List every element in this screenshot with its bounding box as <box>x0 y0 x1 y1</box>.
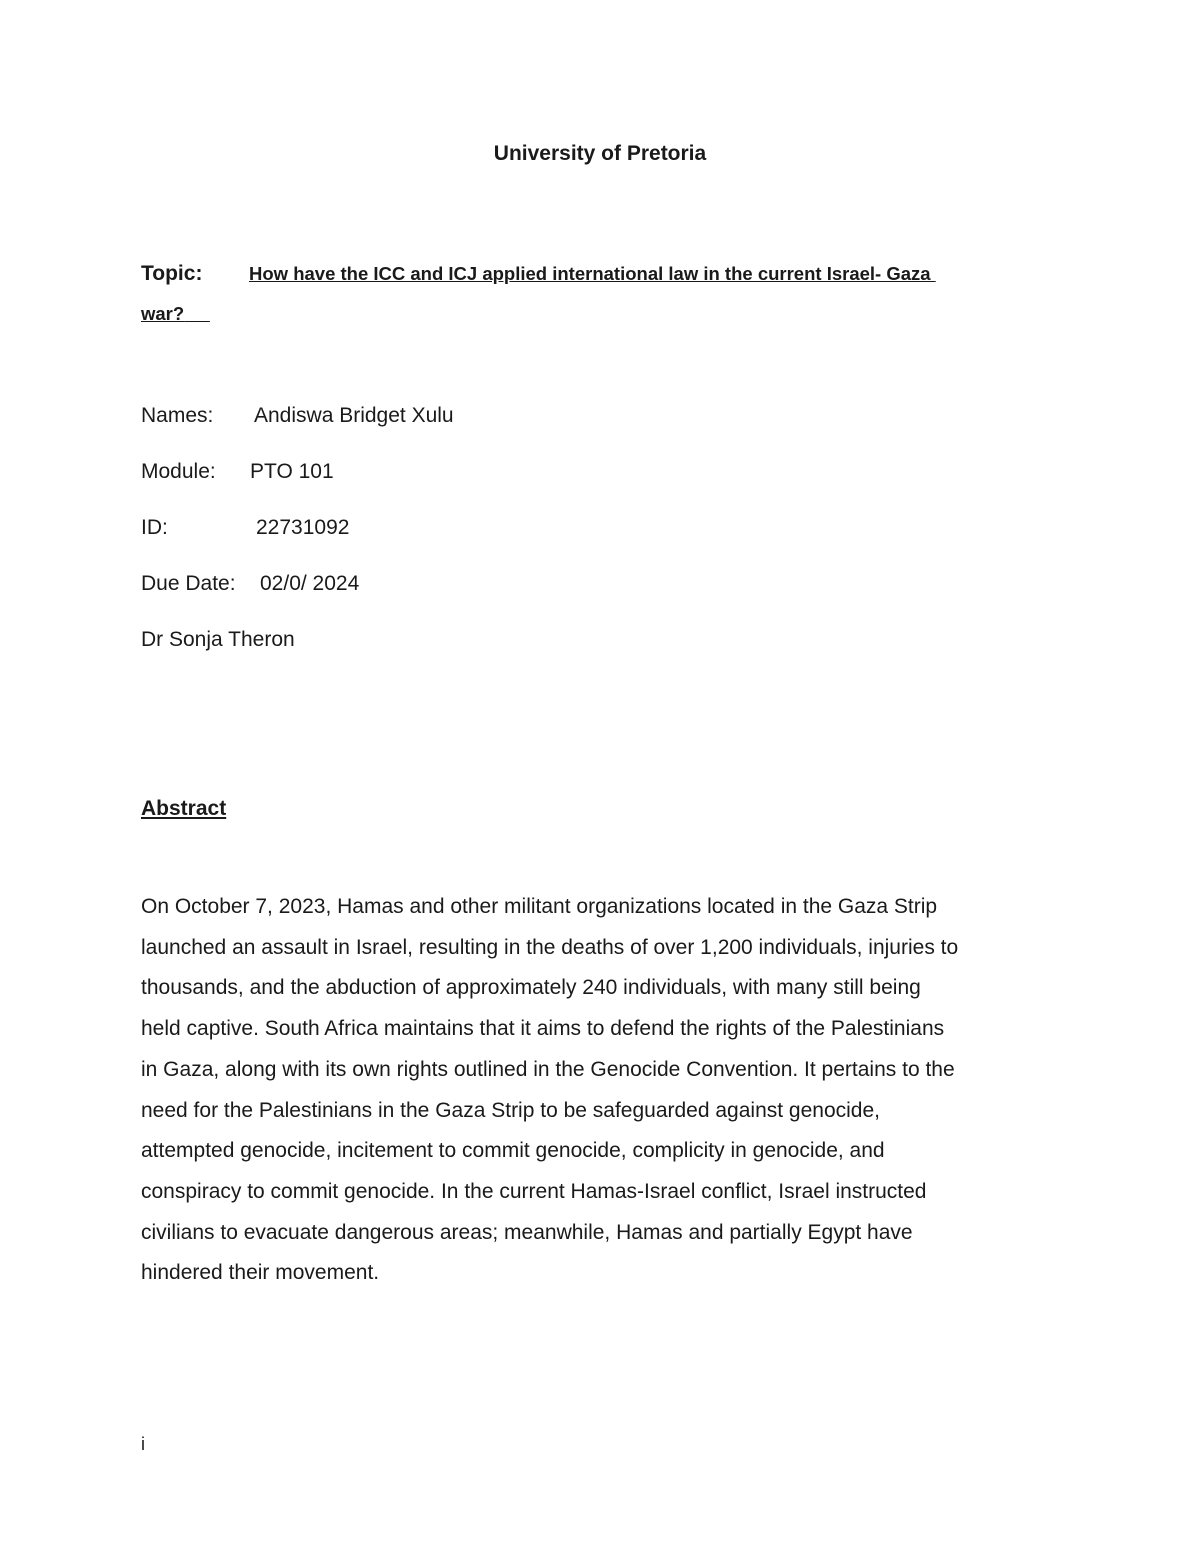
topic-title-line2: war? <box>141 303 185 324</box>
abstract-line: civilians to evacuate dangerous areas; meanwhile, Hamas and partially Egypt have <box>141 1220 913 1244</box>
topic-block <box>141 254 1061 334</box>
abstract-line: thousands, and the abduction of approximately 240 individuals, with many still being <box>141 976 921 1000</box>
page-number: i <box>141 1434 145 1454</box>
names-row <box>141 404 454 428</box>
abstract-line: need for the Palestinians in the Gaza Strip to be safeguarded against genocide, <box>141 1098 880 1122</box>
university-title: University of Pretoria <box>493 142 707 165</box>
id-value: 22731092 <box>256 516 350 539</box>
module-label: Module: <box>141 460 216 483</box>
abstract-line: On October 7, 2023, Hamas and other militant organizations located in the Gaza Strip <box>141 895 938 918</box>
abstract-line: in Gaza, along with its own rights outlined in the Genocide Convention. It pertains to the <box>141 1057 955 1081</box>
id-row <box>141 516 349 540</box>
due-date-value: 02/0/ 2024 <box>260 572 360 595</box>
abstract-line: attempted genocide, incitement to commit genocide, complicity in genocide, and <box>141 1139 885 1163</box>
id-label: ID: <box>141 516 168 539</box>
abstract-body <box>141 887 1071 1294</box>
topic-title-trailing <box>184 303 210 324</box>
abstract-line: hindered their movement. <box>141 1261 380 1285</box>
module-value: PTO 101 <box>250 460 334 483</box>
abstract-line: conspiracy to commit genocide. In the current Hamas-Israel conflict, Israel instructed <box>141 1179 927 1203</box>
abstract-line: held captive. South Africa maintains that it aims to defend the rights of the Palestinians <box>141 1017 945 1041</box>
due-date-label: Due Date: <box>141 572 236 595</box>
abstract-line: launched an assault in Israel, resulting in the deaths of over 1,200 individuals, injuries to <box>141 935 959 959</box>
names-value: Andiswa Bridget Xulu <box>254 404 454 427</box>
topic-label: Topic: <box>141 262 203 285</box>
topic-title-line1: How have the ICC and ICJ applied international law in the current Israel- Gaza <box>249 263 936 284</box>
names-label: Names: <box>141 404 214 427</box>
abstract-heading: Abstract <box>141 797 227 820</box>
module-row <box>141 460 334 484</box>
lecturer-name: Dr Sonja Theron <box>141 628 295 651</box>
due-date-row <box>141 572 359 596</box>
